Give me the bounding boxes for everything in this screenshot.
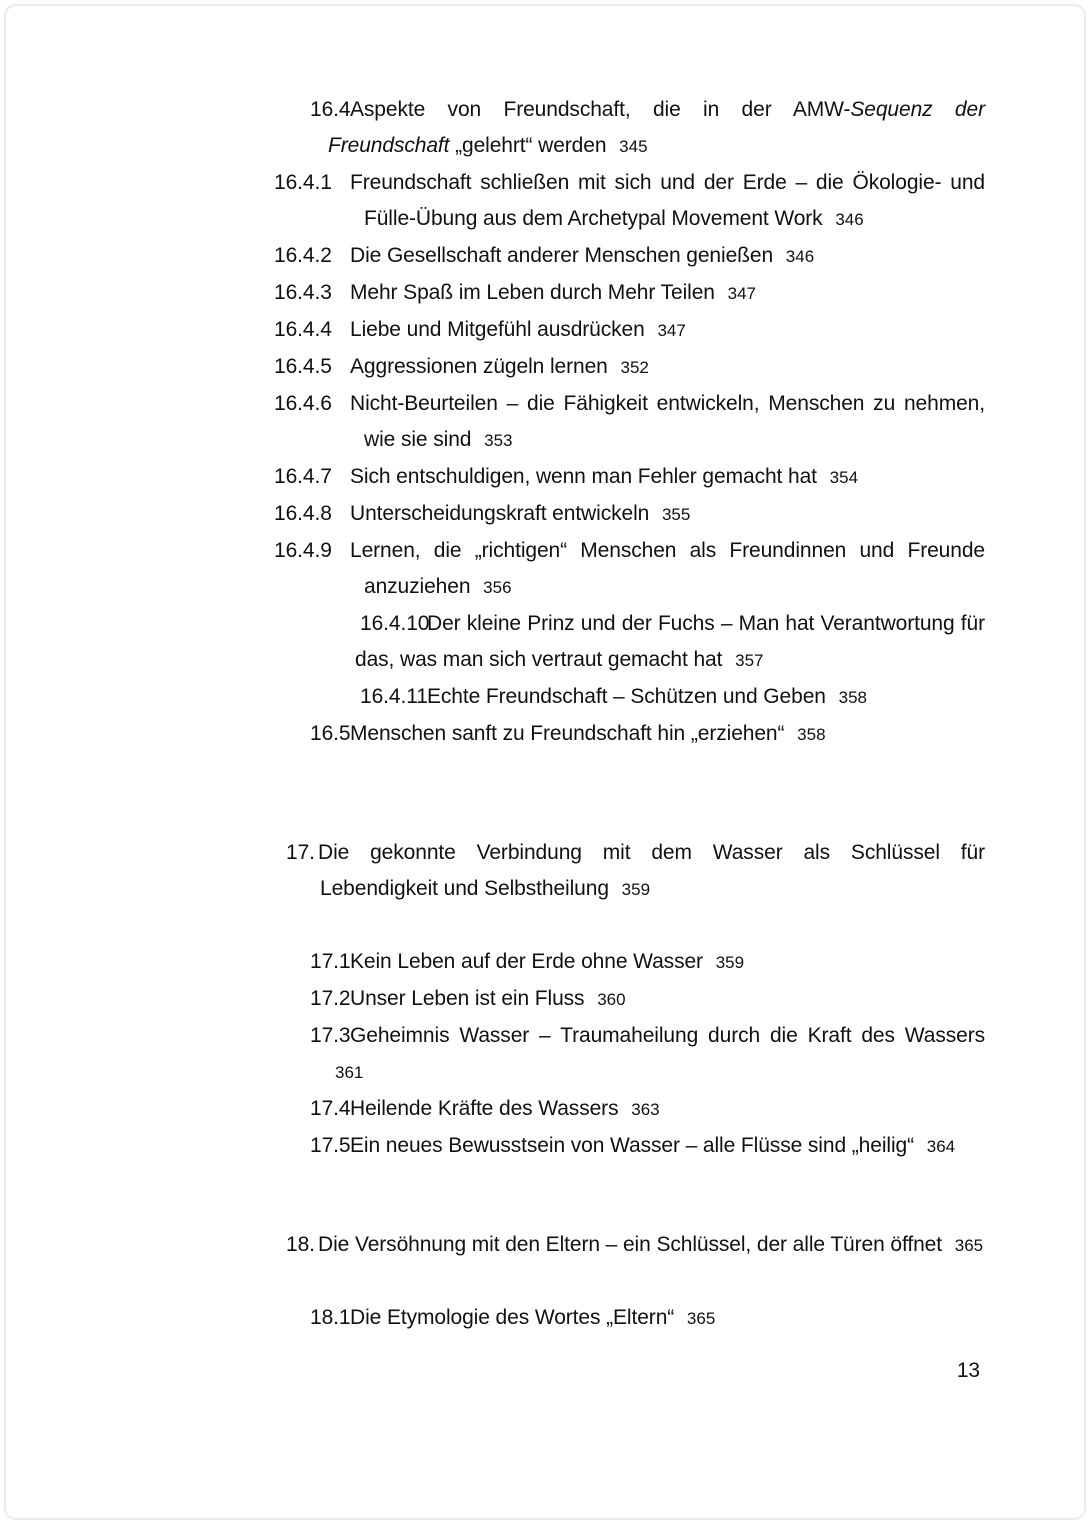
toc-entry-17.4 xyxy=(288,1091,985,1128)
entry-title: Die gekonnte Verbindung mit dem Wasser als Schlüssel für Lebendigkeit und Selbstheilung xyxy=(318,841,985,900)
entry-number: 17.5 xyxy=(310,1134,351,1157)
entry-title: Aggressionen zügeln lernen xyxy=(350,355,608,378)
entry-page-ref: 356 xyxy=(483,578,512,597)
toc-entry-16.4.3 xyxy=(274,275,985,312)
entry-number: 16.4.10 xyxy=(360,612,430,635)
entry-number: 17.3 xyxy=(310,1024,351,1047)
page-number-row xyxy=(288,1353,985,1389)
entry-number: 16.4.4 xyxy=(274,318,332,341)
toc-entry-17.1 xyxy=(288,944,985,981)
entry-number: 17.2 xyxy=(310,987,351,1010)
entry-title: Der kleine Prinz und der Fuchs – Man hat Verantwortung für das, was man sich vertraut gemacht hat xyxy=(355,612,985,671)
entry-page-ref: 365 xyxy=(686,1309,716,1328)
entry-page-ref: 365 xyxy=(954,1236,984,1255)
entry-page-ref: 354 xyxy=(829,468,859,487)
entry-title: Die Versöhnung mit den Eltern – ein Schlüssel, der alle Türen öffnet xyxy=(318,1233,942,1256)
entry-page-ref: 347 xyxy=(727,284,756,303)
entry-page-ref: 353 xyxy=(484,431,513,450)
entry-number: 16.4.2 xyxy=(274,244,332,267)
toc-entry-17.2 xyxy=(288,981,985,1018)
entry-title: Die Etymologie des Wortes „Eltern“ xyxy=(350,1306,675,1329)
entry-page-ref: 346 xyxy=(785,247,815,266)
page-number: 13 xyxy=(956,1359,980,1382)
entry-page-ref: 357 xyxy=(735,651,764,670)
entry-page-ref: 355 xyxy=(661,505,691,524)
toc-entry-16.4.10 xyxy=(288,606,985,679)
toc-entry-18.1 xyxy=(288,1300,985,1337)
entry-number: 16.4.3 xyxy=(274,281,332,304)
entry-page-ref: 347 xyxy=(657,321,686,340)
entry-title: Sich entschuldigen, wenn man Fehler gemacht hat xyxy=(350,465,817,488)
entry-title: Kein Leben auf der Erde ohne Wasser xyxy=(350,950,703,973)
entry-number: 16.4.8 xyxy=(274,502,332,525)
toc-entry-16.4.5 xyxy=(274,349,985,386)
toc-entry-16.4 xyxy=(288,92,985,165)
toc-entry-16.4.6 xyxy=(274,386,985,459)
toc-entry-16.4.7 xyxy=(274,459,985,496)
toc-entry-16.4.11 xyxy=(288,679,985,716)
toc-entry-16.5 xyxy=(288,716,985,753)
entry-title: Nicht-Beurteilen – die Fähigkeit entwickeln, Menschen zu nehmen, wie sie sind xyxy=(350,392,985,451)
toc-entry-16.4.1 xyxy=(274,165,985,238)
entry-number: 16.5 xyxy=(310,722,351,745)
entry-number: 16.4.6 xyxy=(274,392,332,415)
entry-number: 17. xyxy=(286,841,315,864)
toc-entry-17.5 xyxy=(288,1128,985,1165)
entry-page-ref: 352 xyxy=(620,358,649,377)
entry-number: 16.4.5 xyxy=(274,355,332,378)
entry-page-ref: 364 xyxy=(926,1137,956,1156)
entry-number: 16.4.7 xyxy=(274,465,332,488)
toc-entry-16.4.4 xyxy=(274,312,985,349)
entry-page-ref: 345 xyxy=(619,137,648,156)
entry-number: 18. xyxy=(286,1233,315,1256)
section-18-entries xyxy=(288,1300,985,1337)
entry-page-ref: 358 xyxy=(838,688,867,707)
entry-number: 16.4.1 xyxy=(274,171,332,194)
entry-title: Menschen sanft zu Freundschaft hin „erziehen“ xyxy=(350,722,785,745)
chapter-17 xyxy=(288,835,985,908)
entry-page-ref: 359 xyxy=(715,953,745,972)
toc-entry-18 xyxy=(288,1227,985,1264)
entry-title: Aspekte von Freundschaft, die in der AMW-Sequenz der Freundschaft „gelehrt“ werden xyxy=(328,98,985,157)
entry-page-ref: 359 xyxy=(621,880,651,899)
entry-page-ref: 358 xyxy=(797,725,826,744)
entry-title: Mehr Spaß im Leben durch Mehr Teilen xyxy=(350,281,715,304)
toc-entry-16.4.9 xyxy=(274,533,985,606)
entry-title: Lernen, die „richtigen“ Menschen als Freundinnen und Freunde anzuziehen xyxy=(350,539,985,598)
entry-number: 17.4 xyxy=(310,1097,351,1120)
entry-number: 16.4.9 xyxy=(274,539,332,562)
toc-entry-16.4.8 xyxy=(274,496,985,533)
entry-title: Freundschaft schließen mit sich und der Erde – die Ökologie- und Fülle-Übung aus dem Archetypal Movement Work xyxy=(350,171,985,230)
entry-title: Ein neues Bewusstsein von Wasser – alle Flüsse sind „heilig“ xyxy=(350,1134,914,1157)
entry-page-ref: 346 xyxy=(835,210,864,229)
section-17-entries xyxy=(288,944,985,1165)
toc-entry-17 xyxy=(288,835,985,908)
entry-page-ref: 360 xyxy=(597,990,626,1009)
entry-title: Liebe und Mitgefühl ausdrücken xyxy=(350,318,645,341)
chapter-18 xyxy=(288,1227,985,1264)
entry-number: 17.1 xyxy=(310,950,351,973)
toc-entry-16.4.2 xyxy=(274,238,985,275)
toc-entry-17.3 xyxy=(288,1018,985,1091)
entry-title: Unterscheidungskraft entwickeln xyxy=(350,502,650,525)
entry-number: 18.1 xyxy=(310,1306,351,1329)
entry-title: Echte Freundschaft – Schützen und Geben xyxy=(427,685,826,708)
section-16-entries xyxy=(274,92,985,753)
toc-entries-container xyxy=(274,92,985,1337)
entry-title: Unser Leben ist ein Fluss xyxy=(350,987,585,1010)
entry-page-ref: 361 xyxy=(335,1063,364,1082)
entry-title: Die Gesellschaft anderer Menschen genießen xyxy=(350,244,774,267)
entry-page-ref: 363 xyxy=(631,1100,660,1119)
entry-number: 16.4 xyxy=(310,98,351,121)
entry-title: Heilende Kräfte des Wassers xyxy=(350,1097,619,1120)
entry-title: Geheimnis Wasser – Traumaheilung durch die Kraft des Wassers xyxy=(350,1024,985,1047)
entry-number: 16.4.11 xyxy=(360,685,428,708)
